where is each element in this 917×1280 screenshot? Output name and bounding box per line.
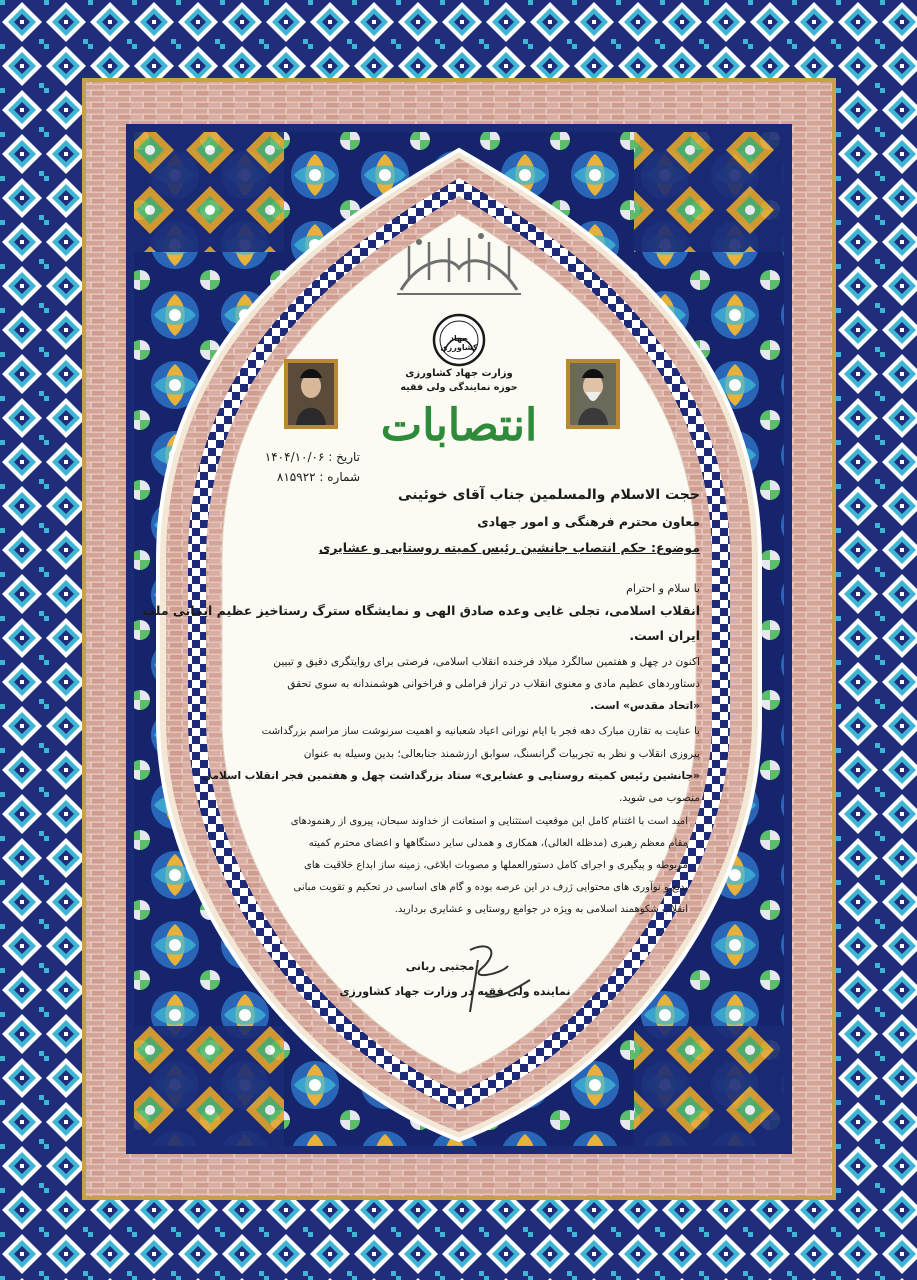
subject-line: موضوع: حکم انتصاب جانشین رئیس کمیته روستایی و عشایری — [318, 540, 700, 555]
office-name: حوزه نمایندگی ولی فقیه — [400, 382, 518, 393]
paragraph-1-line-2: ایران است. — [629, 628, 700, 643]
ministry-name: وزارت جهاد کشاورزی — [405, 368, 513, 379]
page-title: انتصابات — [380, 400, 538, 451]
signer-title: نماینده ولی فقیه در وزارت جهاد کشاورزی — [339, 985, 571, 998]
paragraph-3-line-3: «جانشین رئیس کمیته روستایی و عشایری» ستاد بزرگداشت چهل و هفتمین فجر انقلاب اسلامی — [201, 770, 700, 782]
paragraph-2-line-1: اکنون در چهل و هفتمین سالگرد میلاد فرخنده انقلاب اسلامی، فرصتی برای روایتگری دقیق و تبیین — [273, 656, 700, 668]
number-label: شماره : — [319, 470, 360, 484]
recipient-name: حجت الاسلام والمسلمین جناب آقای خوئینی — [398, 487, 700, 503]
date-value: ۱۴۰۴/۱۰/۰۶ — [264, 450, 325, 464]
number-value: ۸۱۵۹۲۲ — [276, 470, 316, 484]
paragraph-2-line-3: «اتحاد مقدس» است. — [590, 700, 700, 712]
paragraph-4-line-4: بدیع و نوآوری های محتوایی ژرف در این عرصه بوده و گام های اساسی در تحکیم و تقویت مبانی — [293, 882, 688, 893]
date-row — [200, 450, 360, 464]
emblem-caption: جهاد کشاورزی — [440, 334, 478, 352]
number-row — [200, 470, 360, 484]
paragraph-4-line-3: مربوطه و پیگیری و اجرای کامل دستورالعملها و مصوبات ابلاغی، زمینه ساز ابداع خلاقیت های — [304, 860, 688, 871]
paragraph-1-line-1: انقلاب اسلامی، تجلی غایی وعده صادق الهی و نمایشگاه سترگ رستاخیز عظیم ایمانی ملت — [142, 603, 700, 618]
paragraph-3-line-1: با عنایت به تقارن مبارک دهه فجر با ایام نورانی اعیاد شعبانیه و اهمیت سرنوشت ساز مراسم بزرگداشت — [261, 726, 700, 737]
paragraph-2-line-2: دستاوردهای عظیم مادی و معنوی انقلاب در تراز فراملی و فراخوانی هوشمندانه به سوی تحقق — [287, 678, 700, 690]
greeting: با سلام و احترام — [626, 582, 700, 595]
paragraph-4-line-1: امید است با اغتنام کامل این موقعیت استثنایی و استعانت از خداوند سبحان، پیروی از رهنمودهای — [290, 816, 688, 827]
paragraph-3-line-4: منصوب می شوید. — [619, 792, 700, 804]
paragraph-3-line-2: پیروزی انقلاب و نظر به تجربیات گرانسنگ، سوابق ارزشمند جنابعالی؛ بدین وسیله به عنوان — [303, 748, 700, 760]
date-label: تاریخ : — [328, 450, 360, 464]
signer-name: مجتبی ربانی — [405, 960, 475, 973]
paragraph-4-line-5: انقلاب شکوهمند اسلامی به ویژه در جوامع روستایی و عشایری بردارید. — [394, 904, 688, 915]
recipient-position: معاون محترم فرهنگی و امور جهادی — [477, 514, 700, 529]
paragraph-4-line-2: مقام معظم رهبری (مدظله العالی)، همکاری و همدلی سایر دستگاهها و اعضای محترم کمیته — [308, 838, 688, 849]
